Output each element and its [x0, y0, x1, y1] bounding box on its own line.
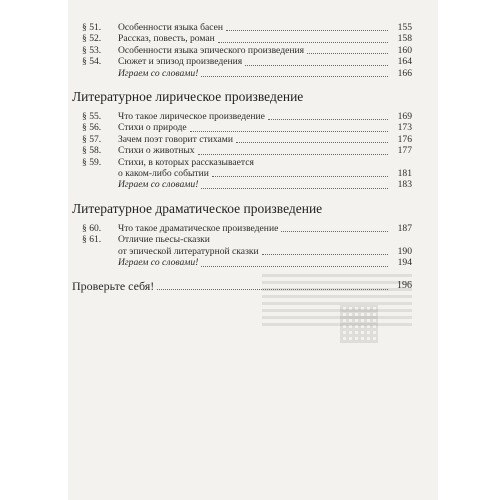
toc-entry	[72, 45, 412, 56]
entry-page: 183	[397, 179, 412, 191]
entry-page: 181	[397, 168, 412, 180]
toc-entry	[72, 111, 412, 122]
entry-page: 164	[397, 56, 412, 68]
entry-page: 187	[397, 222, 412, 234]
entry-title: Сюжет и эпизод произведения	[118, 56, 243, 68]
entry-title: Рассказ, повесть, роман	[118, 33, 215, 45]
entry-number: § 60.	[82, 222, 102, 234]
entry-title: Играем со словами!	[118, 257, 199, 269]
entry-page: 160	[397, 44, 412, 56]
table-of-contents	[72, 22, 412, 293]
bleed-through-qr-code	[340, 305, 378, 343]
entry-number: § 51.	[82, 22, 102, 33]
entry-title: Что такое драматическое произведение	[118, 222, 279, 234]
entry-number: § 61.	[82, 234, 102, 246]
entry-number: § 54.	[82, 56, 102, 68]
entry-title-line1: Стихи, в которых рассказывается	[118, 156, 254, 168]
entry-title: Играем со словами!	[118, 179, 199, 191]
entry-page: 166	[397, 67, 412, 79]
toc-entry-multiline-second	[72, 168, 412, 179]
toc-entry-self-check	[72, 279, 412, 293]
toc-entry-multiline-second	[72, 246, 412, 257]
entry-number: § 52.	[82, 33, 102, 45]
toc-entry-game	[72, 179, 412, 190]
entry-number: § 58.	[82, 145, 102, 157]
entry-title-line2: от эпической литературной сказки	[118, 245, 259, 257]
toc-entry-game	[72, 257, 412, 268]
toc-entry-game	[72, 68, 412, 79]
toc-entry	[72, 122, 412, 133]
entry-page: 196	[397, 279, 412, 291]
entry-title: Особенности языка эпического произведения	[118, 44, 305, 56]
entry-page: 194	[397, 257, 412, 269]
toc-entry	[72, 56, 412, 67]
entry-page: 176	[397, 133, 412, 145]
toc-entry-multiline-first	[72, 157, 412, 168]
toc-group-drama	[72, 223, 412, 269]
entry-page: 177	[397, 145, 412, 157]
entry-number: § 55.	[82, 111, 102, 123]
entry-title-line1: Отличие пьесы-сказки	[118, 234, 210, 246]
entry-number: § 53.	[82, 44, 102, 56]
entry-number: § 59.	[82, 156, 102, 168]
entry-page: 173	[397, 122, 412, 134]
entry-page: 169	[397, 111, 412, 123]
entry-number: § 56.	[82, 122, 102, 134]
entry-title: Проверьте себя!	[72, 278, 155, 293]
toc-group-lyric	[72, 111, 412, 191]
toc-entry	[72, 223, 412, 234]
entry-page: 190	[397, 245, 412, 257]
entry-title: Зачем поэт говорит стихами	[118, 133, 233, 145]
toc-entry	[72, 134, 412, 145]
entry-page: 155	[397, 22, 412, 33]
toc-group-epic	[72, 22, 412, 79]
entry-title: Стихи о природе	[118, 122, 187, 134]
entry-page: 158	[397, 33, 412, 45]
entry-title: Что такое лирическое произведение	[118, 111, 265, 123]
entry-number: § 57.	[82, 133, 102, 145]
section-heading-lyric: Литературное лирическое произведение	[72, 89, 304, 105]
toc-entry	[72, 33, 412, 44]
entry-title: Особенности языка басен	[118, 22, 224, 33]
toc-entry	[72, 22, 412, 33]
toc-entry	[72, 145, 412, 156]
entry-title-line2: о каком-либо событии	[118, 168, 209, 180]
toc-entry-multiline-first	[72, 234, 412, 245]
entry-title: Играем со словами!	[118, 67, 199, 79]
section-heading-drama: Литературное драматическое произведение	[72, 200, 323, 216]
entry-title: Стихи о животных	[118, 145, 195, 157]
